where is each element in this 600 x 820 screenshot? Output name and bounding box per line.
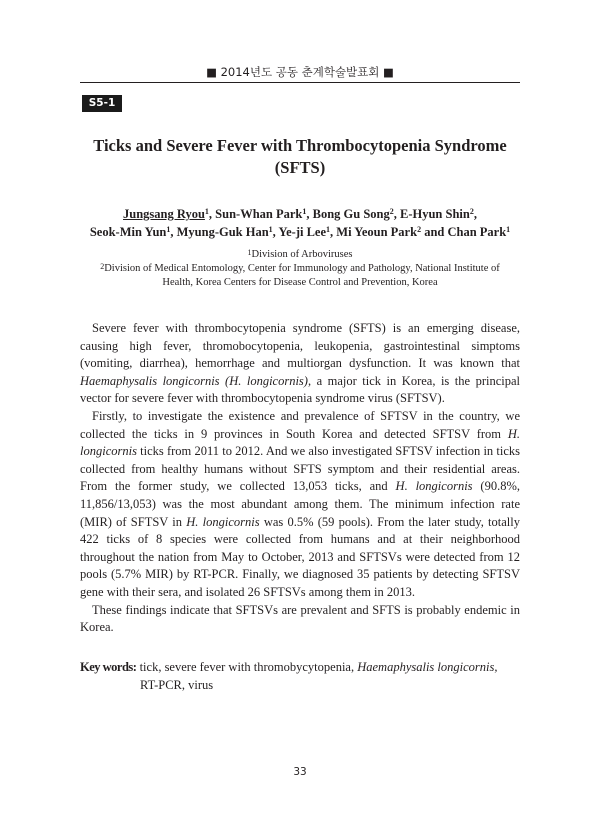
running-header: ■ 2014년도 공동 춘계학술발표회 ■ bbox=[206, 65, 394, 79]
author-name: Chan Park bbox=[447, 225, 507, 239]
author-affil-mark: 2 bbox=[389, 207, 394, 216]
author-name: Ye-ji Lee bbox=[278, 225, 327, 239]
species-name: Haemaphysalis longicornis (H. longicornis) bbox=[80, 373, 308, 388]
author-name: Mi Yeoun Park bbox=[336, 225, 418, 239]
title-line-1: Ticks and Severe Fever with Thrombocytopenia Syndrome bbox=[93, 136, 507, 155]
author-affil-mark: 1 bbox=[506, 225, 511, 234]
paper-title bbox=[80, 135, 520, 179]
author-list bbox=[70, 205, 530, 241]
affil-mark: 2 bbox=[100, 262, 105, 271]
author-line-2: Seok-Min Yun$^1$, Myung-Guk Han$^1$, Ye-ji Lee$^1$, Mi Yeoun Park$^2$ and Chan Park$^1$ bbox=[89, 225, 511, 239]
affil-mark: 1 bbox=[247, 248, 252, 257]
session-badge: S5-1 bbox=[82, 95, 122, 112]
keywords-species: Haemaphysalis longicornis, bbox=[357, 660, 498, 674]
abstract-paragraph-1 bbox=[80, 320, 520, 408]
affiliations bbox=[70, 248, 530, 290]
text-run: Firstly, to investigate the existence and prevalence of SFTSV in the country, we collected the ticks in 9 provinces in South Korea and detected SFTSV from bbox=[80, 408, 520, 441]
abstract-body bbox=[80, 320, 520, 637]
species-name: H. longicornis bbox=[186, 514, 260, 529]
text-run: was 0.5% (59 pools). From the later study, totally 422 ticks of 8 species were collected from humans and at their neighborhood throughout the nation from May to October, 2013 and SFTSVs were detected from 12 pools (5.7% MIR) by RT-PCR. Finally, we diagnosed 35 patients by detecting SFTSV gene with their sera, and isolated 26 SFTSVs among them in 2013. bbox=[80, 514, 521, 599]
keywords-text: tick, severe fever with thromobycytopenia, bbox=[136, 660, 358, 674]
text-run: ticks from 2011 to 2012. And we also investigated SFTSV infection in ticks collected from healthy humans without SFTS symptom and their residential areas. From the former study, we collected 13,053 ticks, and bbox=[80, 444, 520, 494]
author-name: Jungsang Ryou bbox=[123, 207, 205, 221]
abstract-paragraph-2 bbox=[80, 408, 520, 602]
author-affil-mark: 1 bbox=[268, 225, 273, 234]
affil-text: Division of Medical Entomology, Center for Immunology and Pathology, National Institute of bbox=[104, 263, 500, 274]
author-affil-mark: 2 bbox=[469, 207, 474, 216]
keywords bbox=[80, 658, 530, 694]
author-affil-mark: 1 bbox=[302, 207, 307, 216]
author-name: Sun-Whan Park bbox=[215, 207, 303, 221]
affiliation-2-cont: Health, Korea Centers for Disease Control and Prevention, Korea bbox=[162, 277, 438, 288]
species-name: H. longicornis bbox=[395, 479, 473, 494]
affil-text: Division of Arboviruses bbox=[251, 249, 353, 260]
species-name: H. longicornis bbox=[80, 426, 520, 459]
text-run: , a major tick in Korea, is the principal vector for severe fever with thrombocytopenia syndrome virus (SFTSV). bbox=[80, 373, 520, 406]
text-run: (90.8%, 11,856/13,053) was the most abundant among them. The minimum infection rate (MIR) of SFTSV in bbox=[80, 479, 520, 529]
keywords-line-2: RT-PCR, virus bbox=[140, 678, 214, 692]
author-name: Bong Gu Song bbox=[312, 207, 390, 221]
header-rule bbox=[80, 82, 520, 83]
title-line-2: (SFTS) bbox=[274, 158, 326, 177]
text-run: Severe fever with thrombocytopenia syndrome (SFTS) is an emerging disease, causing high fever, thromobocytopenia, leukopenia, gastrointestinal simptoms (vomiting, diarrhea), hemorrhage and multiorgan dysfunction. It was known that bbox=[80, 321, 520, 371]
author-and: and bbox=[424, 225, 445, 239]
author-affil-mark: 1 bbox=[204, 207, 209, 216]
keywords-label: Key words: bbox=[80, 660, 137, 674]
author-line-1: Jungsang Ryou$^1$, Sun-Whan Park$^1$, Bong Gu Song$^2$, E-Hyun Shin$^2$, bbox=[123, 207, 477, 221]
affiliation-1 bbox=[70, 248, 530, 262]
keywords-line-1 bbox=[80, 658, 530, 676]
author-name: Seok-Min Yun bbox=[89, 225, 167, 239]
author-affil-mark: 2 bbox=[417, 225, 422, 234]
author-name: Myung-Guk Han bbox=[176, 225, 269, 239]
affiliation-2 bbox=[70, 262, 530, 276]
author-name: E-Hyun Shin bbox=[399, 207, 470, 221]
author-affil-mark: 1 bbox=[326, 225, 331, 234]
page-number: 33 bbox=[293, 766, 307, 778]
author-affil-mark: 1 bbox=[166, 225, 171, 234]
abstract-paragraph-3: These findings indicate that SFTSVs are prevalent and SFTS is probably endemic in Korea. bbox=[80, 602, 520, 635]
